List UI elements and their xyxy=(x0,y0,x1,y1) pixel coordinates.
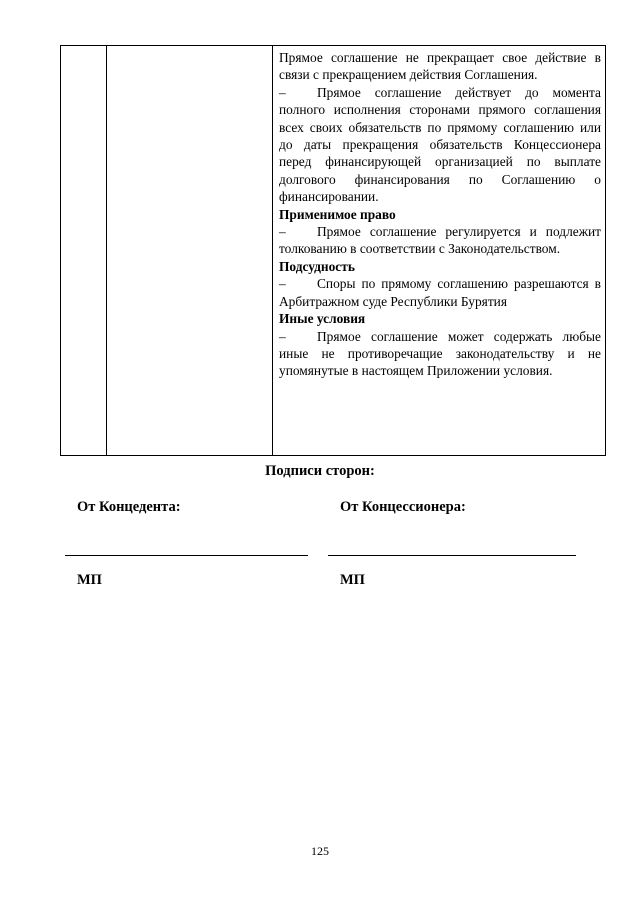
term-cell xyxy=(107,46,273,456)
paragraph-termination: Прямое соглашение не прекращает свое действие в связи с прекращением действия Соглашения. xyxy=(279,50,601,83)
concessionaire-seal-label: МП xyxy=(340,572,365,588)
concessionaire-label: От Концессионера: xyxy=(340,499,466,515)
grantor-seal-label: МП xyxy=(77,572,102,588)
paragraph-other-conditions: – Прямое соглашение может содержать любые иные не противоречащие законодательству и не упомянутые в настоящем Приложении условия. xyxy=(279,328,601,379)
dash-marker: – xyxy=(279,328,286,344)
dash-marker: – xyxy=(279,224,286,240)
grantor-signature-line xyxy=(65,555,308,556)
dash-marker: – xyxy=(279,276,286,292)
heading-applicable-law: Применимое право xyxy=(279,206,396,222)
heading-other-conditions: Иные условия xyxy=(279,311,366,327)
terms-table xyxy=(60,45,606,456)
page-number: 125 xyxy=(311,844,329,858)
paragraph-jurisdiction: – Споры по прямому соглашению разрешаются в Арбитражном суде Республики Бурятия xyxy=(279,276,601,309)
concessionaire-signature-line xyxy=(328,555,576,556)
description-cell xyxy=(273,46,606,456)
signatures-title: Подписи сторон: xyxy=(265,463,375,479)
paragraph-applicable-law: – Прямое соглашение регулируется и подлежит толкованию в соответствии с Законодательством. xyxy=(279,224,601,257)
paragraph-validity: – Прямое соглашение действует до момента полного исполнения сторонами прямого соглашения всех своих обязательств по прямому соглашению или до даты прекращения обязательств Концессионера перед финансирующей организацией по выплате долгового финансирования по Соглашению о финансировании. xyxy=(279,84,601,205)
dash-marker: – xyxy=(279,84,286,100)
heading-jurisdiction: Подсудность xyxy=(279,258,355,274)
table-row xyxy=(61,46,606,456)
grantor-label: От Концедента: xyxy=(77,499,181,515)
number-cell xyxy=(61,46,107,456)
